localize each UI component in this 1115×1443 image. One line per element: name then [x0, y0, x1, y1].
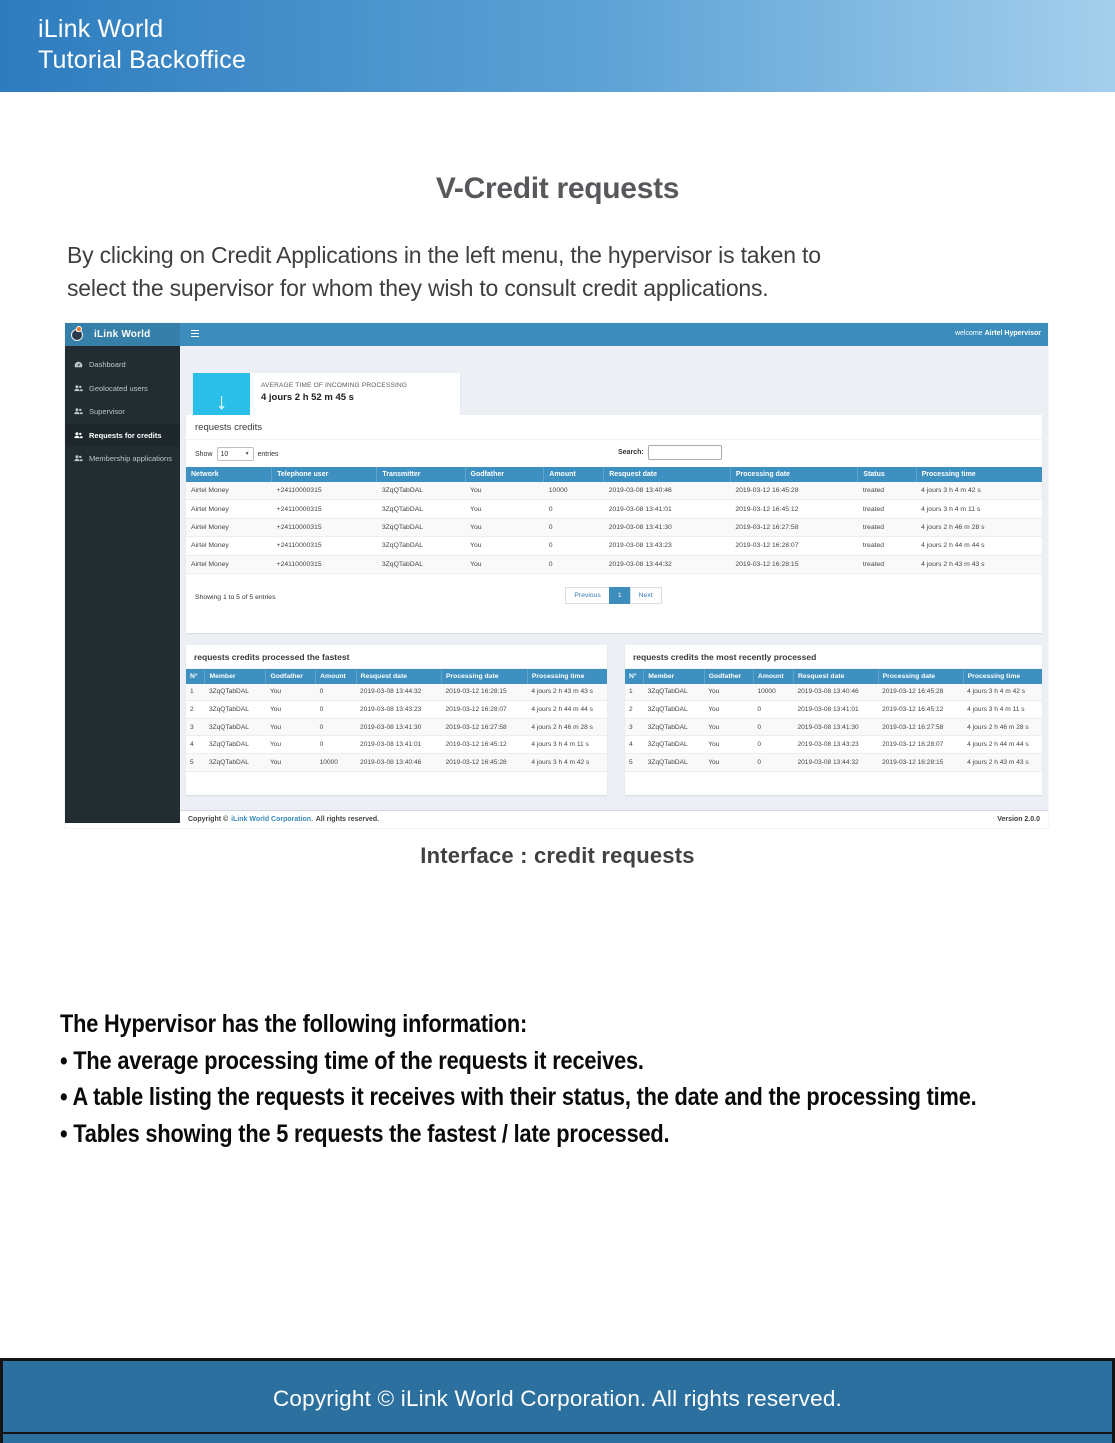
- recent-requests-panel: [625, 645, 1042, 795]
- panel-title-requests-credits: requests credits: [186, 415, 1042, 440]
- column-header: Processing date: [730, 467, 858, 482]
- column-header: Godfather: [465, 467, 544, 482]
- showing-entries-text: Showing 1 to 5 of 5 entries: [195, 593, 276, 601]
- table-cell: 3ZqQTabDAL: [205, 684, 266, 701]
- column-header: Processing date: [878, 669, 963, 684]
- table-cell: 3ZqQTabDAL: [377, 518, 465, 536]
- document-footer: [0, 1358, 1115, 1443]
- table-cell: +24110000315: [272, 537, 377, 555]
- table-cell: 2019-03-12 16:28:07: [442, 701, 528, 719]
- table-cell: 3ZqQTabDAL: [644, 736, 704, 754]
- table-cell: 3ZqQTabDAL: [377, 537, 465, 555]
- users-icon: [74, 431, 83, 440]
- table-cell: 2019-03-08 13:41:30: [793, 718, 878, 736]
- table-cell: 3ZqQTabDAL: [377, 482, 465, 500]
- table-cell: 4 jours 2 h 44 m 44 s: [916, 537, 1042, 555]
- column-header: Resquest date: [793, 669, 878, 684]
- column-header: Godfather: [266, 669, 316, 684]
- table-cell: 3ZqQTabDAL: [205, 753, 266, 771]
- table-controls: [186, 440, 1042, 467]
- table-cell: 0: [544, 555, 604, 573]
- table-cell: 10000: [753, 684, 793, 701]
- table-cell: 2019-03-08 13:44:32: [793, 753, 878, 771]
- column-header: Transmitter: [377, 467, 465, 482]
- sidebar-item-dashboard[interactable]: [65, 353, 180, 377]
- ilink-world-link[interactable]: iLink World Corporation.: [231, 816, 314, 823]
- table-cell: treated: [858, 518, 916, 536]
- table-cell: 3ZqQTabDAL: [644, 753, 704, 771]
- table-cell: You: [704, 718, 753, 736]
- sidebar-item-label: Geolocated users: [89, 383, 148, 393]
- document-header: [0, 0, 1115, 92]
- column-header: N°: [625, 669, 644, 684]
- table-cell: Airtel Money: [186, 500, 272, 518]
- table-cell: 4 jours 3 h 4 m 11 s: [963, 701, 1042, 719]
- app-navbar: [180, 323, 1048, 346]
- table-cell: 0: [316, 736, 356, 754]
- table-cell: 2: [625, 701, 644, 719]
- table-row: [186, 701, 607, 719]
- app-version: Version 2.0.0: [997, 816, 1040, 823]
- column-header: Member: [644, 669, 704, 684]
- table-cell: 0: [753, 701, 793, 719]
- table-cell: You: [465, 482, 544, 500]
- table-cell: treated: [858, 555, 916, 573]
- column-header: Telephone user: [272, 467, 377, 482]
- table-cell: 2019-03-08 13:40:46: [356, 753, 441, 771]
- table-cell: You: [266, 753, 316, 771]
- down-arrow-icon: ↓: [193, 373, 250, 429]
- info-block: [60, 1006, 1069, 1153]
- table-cell: 10000: [544, 482, 604, 500]
- page-title: V-Credit requests: [435, 172, 680, 205]
- intro-line-2: select the supervisor for whom they wish to consult credit applications.: [67, 275, 769, 301]
- table-cell: +24110000315: [272, 555, 377, 573]
- table-cell: 2019-03-08 13:44:32: [356, 684, 441, 701]
- column-header: Status: [858, 467, 916, 482]
- table-cell: 3ZqQTabDAL: [205, 718, 266, 736]
- pagination-previous[interactable]: Previous: [565, 587, 609, 604]
- column-header: Network: [186, 467, 272, 482]
- table-cell: Airtel Money: [186, 537, 272, 555]
- table-cell: 4 jours 3 h 4 m 11 s: [527, 736, 607, 754]
- panel-title-recent: requests credits the most recently processed: [625, 645, 1042, 669]
- table-cell: 2019-03-08 13:41:30: [356, 718, 441, 736]
- table-cell: 2019-03-08 13:44:32: [604, 555, 731, 573]
- pagination-next[interactable]: Next: [630, 587, 662, 604]
- table-cell: 2019-03-12 16:45:12: [442, 736, 528, 754]
- column-header: Resquest date: [356, 669, 441, 684]
- bullet-item-3: • Tables showing the 5 requests the fastest / late processed.: [60, 1120, 670, 1149]
- table-cell: treated: [858, 482, 916, 500]
- table-cell: 0: [544, 500, 604, 518]
- column-header: Resquest date: [604, 467, 731, 482]
- table-cell: 3ZqQTabDAL: [205, 701, 266, 719]
- table-cell: 2019-03-12 16:28:07: [730, 537, 858, 555]
- table-cell: 4 jours 2 h 44 m 44 s: [527, 701, 607, 719]
- table-cell: 4: [625, 736, 644, 754]
- app-footer: [180, 810, 1048, 828]
- table-cell: 2019-03-08 13:41:30: [604, 518, 731, 536]
- intro-line-1: By clicking on Credit Applications in the left menu, the hypervisor is taken to: [67, 242, 821, 268]
- dashboard-icon: [74, 360, 83, 369]
- table-cell: 3ZqQTabDAL: [377, 500, 465, 518]
- show-label: Show: [195, 450, 213, 458]
- sidebar-item-label: Membership applications: [89, 454, 172, 464]
- panel-title-fastest: requests credits processed the fastest: [186, 645, 607, 669]
- table-cell: 4 jours 2 h 44 m 44 s: [963, 736, 1042, 754]
- table-cell: 3ZqQTabDAL: [644, 718, 704, 736]
- table-row: [186, 555, 1042, 573]
- show-entries-control: [195, 447, 279, 461]
- table-cell: 0: [544, 518, 604, 536]
- table-cell: 3: [625, 718, 644, 736]
- welcome-text: welcome Airtel Hypervisor: [954, 330, 1041, 337]
- sidebar-item-supervisor[interactable]: [65, 400, 180, 424]
- table-header-row: [186, 669, 607, 684]
- table-footer: [186, 587, 1042, 604]
- table-cell: 4 jours 3 h 4 m 42 s: [963, 684, 1042, 701]
- entries-label: entries: [257, 450, 279, 458]
- app-brand: iLink World: [94, 329, 151, 340]
- table-cell: 2019-03-12 16:45:28: [730, 482, 858, 500]
- doc-header-line2: Tutorial Backoffice: [38, 46, 247, 74]
- table-cell: 2019-03-12 16:28:07: [878, 736, 963, 754]
- table-cell: 1: [625, 684, 644, 701]
- sidebar: [65, 346, 180, 823]
- info-box-label: AVERAGE TIME OF INCOMING PROCESSING: [261, 382, 408, 389]
- table-header-row: [186, 467, 1042, 482]
- table-cell: 2019-03-12 16:27:58: [878, 718, 963, 736]
- table-cell: 3ZqQTabDAL: [377, 555, 465, 573]
- column-header: Member: [205, 669, 266, 684]
- table-cell: You: [704, 753, 753, 771]
- bullet-item-1: • The average processing time of the requests it receives.: [60, 1046, 644, 1075]
- table-cell: 2019-03-12 16:28:15: [442, 684, 528, 701]
- location-pin-icon: [76, 326, 82, 332]
- requests-credits-table: [186, 467, 1042, 574]
- table-cell: You: [465, 518, 544, 536]
- app-screenshot: [65, 323, 1048, 828]
- column-header: N°: [186, 669, 205, 684]
- doc-header-line1: iLink World: [38, 15, 164, 43]
- table-cell: 0: [544, 537, 604, 555]
- table-cell: 2: [186, 701, 205, 719]
- table-cell: You: [465, 555, 544, 573]
- table-row: [625, 736, 1042, 754]
- table-cell: 4: [186, 736, 205, 754]
- table-cell: 0: [753, 753, 793, 771]
- fastest-requests-table: [186, 669, 607, 772]
- table-row: [186, 718, 607, 736]
- table-cell: You: [704, 701, 753, 719]
- table-cell: Airtel Money: [186, 555, 272, 573]
- table-row: [625, 701, 1042, 719]
- users-icon: [74, 384, 83, 393]
- table-cell: 2019-03-08 13:41:01: [356, 736, 441, 754]
- table-cell: treated: [858, 537, 916, 555]
- column-header: Processing time: [527, 669, 607, 684]
- table-cell: +24110000315: [272, 482, 377, 500]
- table-cell: 3ZqQTabDAL: [644, 701, 704, 719]
- table-cell: 2019-03-08 13:41:01: [604, 500, 731, 518]
- table-cell: 2019-03-08 13:40:46: [793, 684, 878, 701]
- table-cell: treated: [858, 500, 916, 518]
- table-cell: 4 jours 2 h 43 m 43 s: [963, 753, 1042, 771]
- table-row: [186, 684, 607, 701]
- chevron-down-icon: ▼: [244, 451, 250, 457]
- bullet-item-2: • A table listing the requests it receives with their status, the date and the processing time.: [60, 1083, 977, 1112]
- table-cell: 2019-03-08 13:40:46: [604, 482, 731, 500]
- requests-credits-panel: [186, 415, 1042, 633]
- column-header: Processing time: [963, 669, 1042, 684]
- intro-paragraph: [67, 239, 1067, 305]
- search-input[interactable]: [648, 445, 722, 460]
- table-cell: 0: [753, 718, 793, 736]
- table-cell: You: [704, 736, 753, 754]
- table-cell: 5: [625, 753, 644, 771]
- table-cell: 10000: [316, 753, 356, 771]
- sidebar-item-membership-applications[interactable]: [65, 447, 180, 471]
- doc-footer-text: Copyright © iLink World Corporation. All rights reserved.: [272, 1386, 843, 1411]
- table-cell: 4 jours 2 h 46 m 28 s: [916, 518, 1042, 536]
- table-cell: Airtel Money: [186, 518, 272, 536]
- table-cell: 2019-03-12 16:27:58: [442, 718, 528, 736]
- table-cell: 5: [186, 753, 205, 771]
- table-row: [186, 753, 607, 771]
- fastest-requests-panel: [186, 645, 607, 795]
- globe-pin-icon: [71, 328, 85, 342]
- search-control: [618, 445, 722, 460]
- users-icon: [74, 407, 83, 416]
- table-cell: 4 jours 3 h 4 m 42 s: [916, 482, 1042, 500]
- app-copyright: Copyright © iLink World Corporation. All rights reserved.: [188, 816, 380, 823]
- table-cell: You: [266, 701, 316, 719]
- table-cell: 4 jours 2 h 46 m 28 s: [527, 718, 607, 736]
- table-row: [186, 736, 607, 754]
- info-box-value: 4 jours 2 h 52 m 45 s: [261, 392, 354, 403]
- table-cell: You: [266, 684, 316, 701]
- table-cell: 0: [316, 684, 356, 701]
- table-row: [186, 500, 1042, 518]
- recent-requests-table: [625, 669, 1042, 772]
- table-cell: 2019-03-12 16:45:12: [730, 500, 858, 518]
- sidebar-item-label: Dashboard: [89, 360, 126, 370]
- table-cell: +24110000315: [272, 500, 377, 518]
- table-cell: 4 jours 3 h 4 m 11 s: [916, 500, 1042, 518]
- table-cell: You: [465, 537, 544, 555]
- sidebar-item-geolocated-users[interactable]: [65, 377, 180, 401]
- info-heading: The Hypervisor has the following information:: [60, 1010, 528, 1038]
- table-cell: 2019-03-12 16:45:28: [442, 753, 528, 771]
- table-row: [625, 718, 1042, 736]
- table-cell: 0: [316, 701, 356, 719]
- table-cell: You: [266, 718, 316, 736]
- table-cell: 2019-03-12 16:28:15: [878, 753, 963, 771]
- table-cell: +24110000315: [272, 518, 377, 536]
- table-cell: 2019-03-08 13:43:23: [793, 736, 878, 754]
- app-top-bar: [65, 323, 1048, 346]
- pagination: [186, 587, 1042, 604]
- table-cell: 2019-03-12 16:27:58: [730, 518, 858, 536]
- table-cell: 3ZqQTabDAL: [205, 736, 266, 754]
- table-cell: 2019-03-12 16:28:15: [730, 555, 858, 573]
- table-cell: 2019-03-12 16:45:28: [878, 684, 963, 701]
- table-cell: You: [465, 500, 544, 518]
- table-cell: 2019-03-08 13:43:23: [356, 701, 441, 719]
- table-cell: You: [266, 736, 316, 754]
- sidebar-item-label: Requests for credits: [89, 430, 162, 440]
- users-icon: [74, 454, 83, 463]
- table-row: [625, 684, 1042, 701]
- table-cell: 4 jours 3 h 4 m 42 s: [527, 753, 607, 771]
- table-cell: 2019-03-08 13:43:23: [604, 537, 731, 555]
- table-cell: 1: [186, 684, 205, 701]
- sidebar-item-label: Supervisor: [89, 407, 125, 417]
- table-cell: 3ZqQTabDAL: [644, 684, 704, 701]
- entries-select[interactable]: [217, 447, 254, 461]
- column-header: Godfather: [704, 669, 753, 684]
- table-cell: 3: [186, 718, 205, 736]
- entries-select-value: 10: [220, 450, 229, 458]
- table-cell: Airtel Money: [186, 482, 272, 500]
- table-cell: 2019-03-12 16:45:12: [878, 701, 963, 719]
- sidebar-item-requests-for-credits[interactable]: [65, 424, 180, 448]
- table-header-row: [625, 669, 1042, 684]
- search-label: Search:: [618, 449, 644, 456]
- column-header: Amount: [753, 669, 793, 684]
- figure-caption: Interface : credit requests: [420, 843, 695, 868]
- table-cell: 0: [316, 718, 356, 736]
- pagination-page-1[interactable]: 1: [609, 587, 631, 604]
- table-row: [186, 518, 1042, 536]
- table-row: [186, 537, 1042, 555]
- table-row: [186, 482, 1042, 500]
- app-logo[interactable]: [65, 323, 180, 346]
- table-cell: 4 jours 2 h 43 m 43 s: [916, 555, 1042, 573]
- column-header: Processing date: [442, 669, 528, 684]
- hamburger-icon[interactable]: [191, 330, 200, 338]
- table-cell: You: [704, 684, 753, 701]
- table-row: [625, 753, 1042, 771]
- app-main-content: [180, 346, 1048, 810]
- table-cell: 4 jours 2 h 43 m 43 s: [527, 684, 607, 701]
- table-cell: 2019-03-08 13:41:01: [793, 701, 878, 719]
- column-header: Processing time: [916, 467, 1042, 482]
- table-cell: 4 jours 2 h 46 m 28 s: [963, 718, 1042, 736]
- column-header: Amount: [316, 669, 356, 684]
- table-cell: 0: [753, 736, 793, 754]
- column-header: Amount: [544, 467, 604, 482]
